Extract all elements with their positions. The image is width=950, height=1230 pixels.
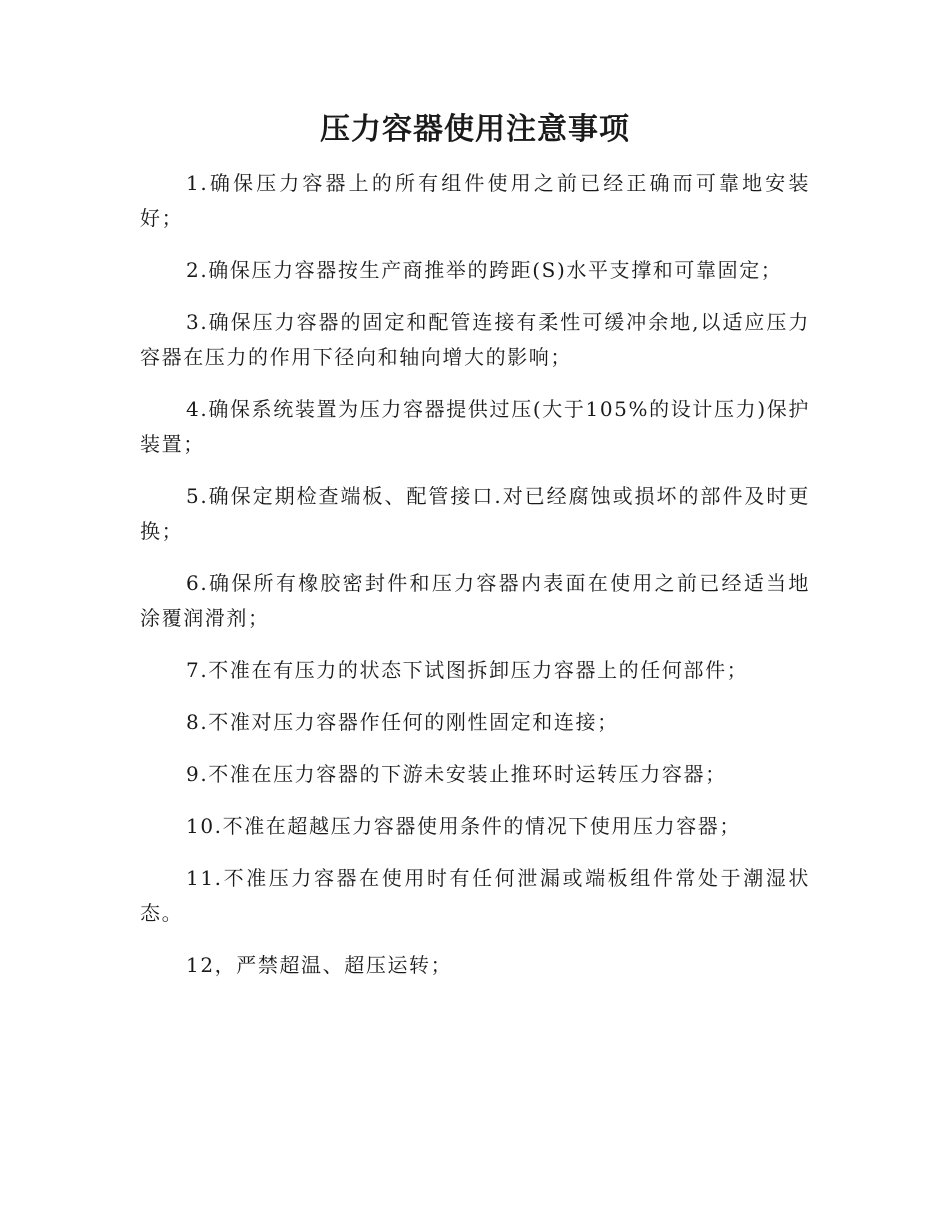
list-item: 5.确保定期检查端板、配管接口.对已经腐蚀或损坏的部件及时更换； [140, 484, 810, 543]
list-item: 6.确保所有橡胶密封件和压力容器内表面在使用之前已经适当地涂覆润滑剂； [140, 571, 810, 630]
list-item: 1.确保压力容器上的所有组件使用之前已经正确而可靠地安装好； [140, 171, 810, 230]
list-item: 8.不准对压力容器作任何的刚性固定和连接； [186, 710, 619, 734]
list-item: 3.确保压力容器的固定和配管连接有柔性可缓冲余地,以适应压力容器在压力的作用下径向和轴向增大的影响； [140, 310, 810, 369]
document-title: 压力容器使用注意事项 [320, 112, 630, 147]
list-item: 7.不准在有压力的状态下试图拆卸压力容器上的任何部件； [186, 658, 749, 682]
list-item: 10.不准在超越压力容器使用条件的情况下使用压力容器； [186, 814, 742, 838]
list-item: 2.确保压力容器按生产商推举的跨距(S)水平支撑和可靠固定； [186, 258, 783, 282]
list-item: 12，严禁超温、超压运转； [186, 953, 453, 977]
list-item: 9.不准在压力容器的下游未安装止推环时运转压力容器； [186, 762, 727, 786]
item-list [140, 166, 810, 1000]
list-item: 4.确保系统装置为压力容器提供过压(大于105%的设计压力)保护装置； [140, 397, 810, 456]
list-item: 11.不准压力容器在使用时有任何泄漏或端板组件常处于潮湿状态。 [140, 866, 810, 925]
